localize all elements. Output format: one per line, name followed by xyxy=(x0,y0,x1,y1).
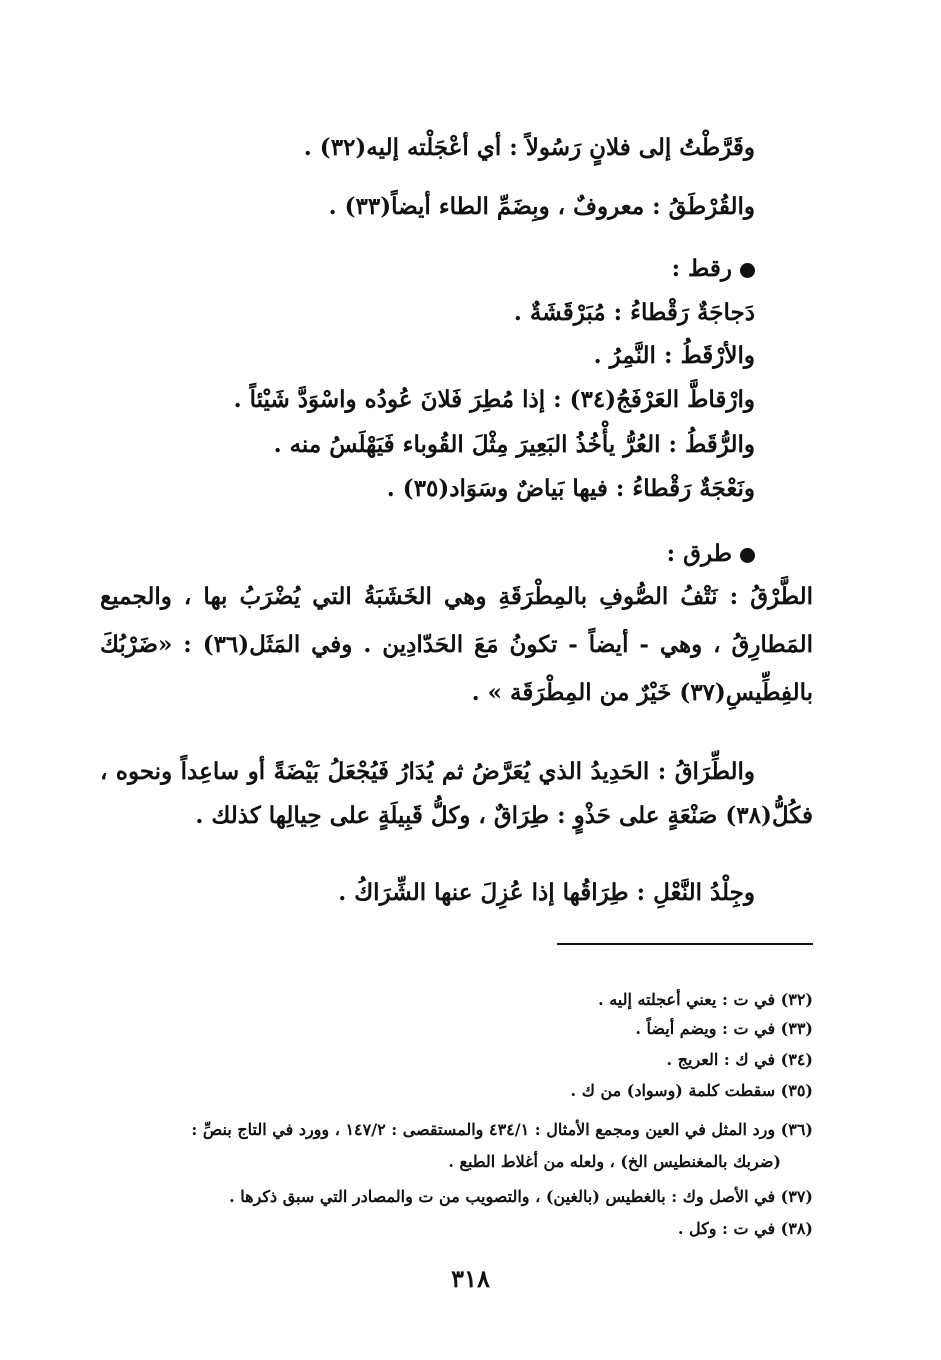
bullet-icon xyxy=(740,263,755,278)
entry-line: ونَعْجَةٌ رَقْطاءُ : فيها بَياضٌ وسَوَاد(٣٥) . xyxy=(386,475,755,502)
entry-line: وقَرَّطْتُ إلى فلانٍ رَسُولاً : أي أعْجَلْته إليه(٣٢) . xyxy=(303,134,755,161)
page-number: ٣١٨ xyxy=(451,1264,490,1293)
footnote: (٣٣) في ت : ويضم أيضاً . xyxy=(635,1019,813,1038)
entry-line: وارْقاطَّ العَرْفَجُ(٣٤) : إذا مُطِرَ فَلانَ عُودُه واسْوَدَّ شَيْئاً . xyxy=(233,386,755,413)
footnote: (٣٢) في ت : يعني أعجلته إليه . xyxy=(598,990,813,1009)
paragraph-line: المَطارِقُ ، وهي - أيضاً - تكونُ مَعَ الحَدّادِين . وفي المَثَل(٣٦) : «ضَرْبُكَ xyxy=(100,631,813,658)
entry-line: دَجاجَةٌ رَقْطاءُ : مُبَرْقَشَةٌ . xyxy=(513,299,755,326)
entry-line: والأرْقَطُ : النَّمِرُ . xyxy=(593,342,755,369)
footnote-divider xyxy=(557,943,813,945)
footnote: (٣٦) ورد المثل في العين ومجمع الأمثال : ٤٣٤/١ والمستقصى : ١٤٧/٢ ، وورد في التاج بنصِّ : xyxy=(191,1120,813,1139)
footnote: (٣٧) في الأصل وك : بالغطيس (بالغين) ، والتصويب من ت والمصادر التي سبق ذكرها . xyxy=(229,1187,813,1206)
entry-line: والقُرْطَقُ : معروفٌ ، وبِضَمِّ الطاء أيضاً(٣٣) . xyxy=(328,193,755,220)
footnote: (٣٨) في ت : وكل . xyxy=(677,1219,813,1238)
section-heading-raqt: رقط : xyxy=(128,252,755,286)
bullet-icon xyxy=(740,548,755,563)
paragraph-line: والطِّرَاقُ : الحَدِيدُ الذي يُعَرَّضُ ثم يُدَارُ فَيُجْعَلُ بَيْضَةً أو ساعِداً ونحوه ، xyxy=(100,758,755,785)
footnote: (٣٥) سقطت كلمة (وسواد) من ك . xyxy=(570,1081,813,1100)
section-heading-tarq: طرق : xyxy=(128,537,755,571)
paragraph-line: بالفِطِّيسِ(٣٧) خَيْرٌ من المِطْرَقَة » . xyxy=(471,679,813,706)
paragraph-line: وجِلْدُ النَّعْلِ : طِرَاقُها إذا عُزِلَ عنها الشِّرَاكُ . xyxy=(338,879,755,906)
paragraph-line: فكُلُّ(٣٨) صَنْعَةٍ على حَذْوٍ : طِرَاقٌ ، وكلُّ قَبِيلَةٍ على حِيالِها كذلك . xyxy=(195,802,813,829)
paragraph-line: الطَّرْقُ : نَتْفُ الصُّوفِ بالمِطْرَقَةِ وهي الخَشَبَةُ التي يُضْرَبُ بها ، والجميع xyxy=(100,583,813,610)
entry-line: والرُّقَطُ : العُرُّ يأْخُذُ البَعِيرَ مِثْلَ القُوباء فَيَهْلَسُ منه . xyxy=(273,431,755,458)
footnote-continuation: (ضربك بالمغنطيس الخ) ، ولعله من أغلاط الطبع . xyxy=(448,1152,781,1171)
footnote: (٣٤) في ك : العريج . xyxy=(666,1050,813,1069)
